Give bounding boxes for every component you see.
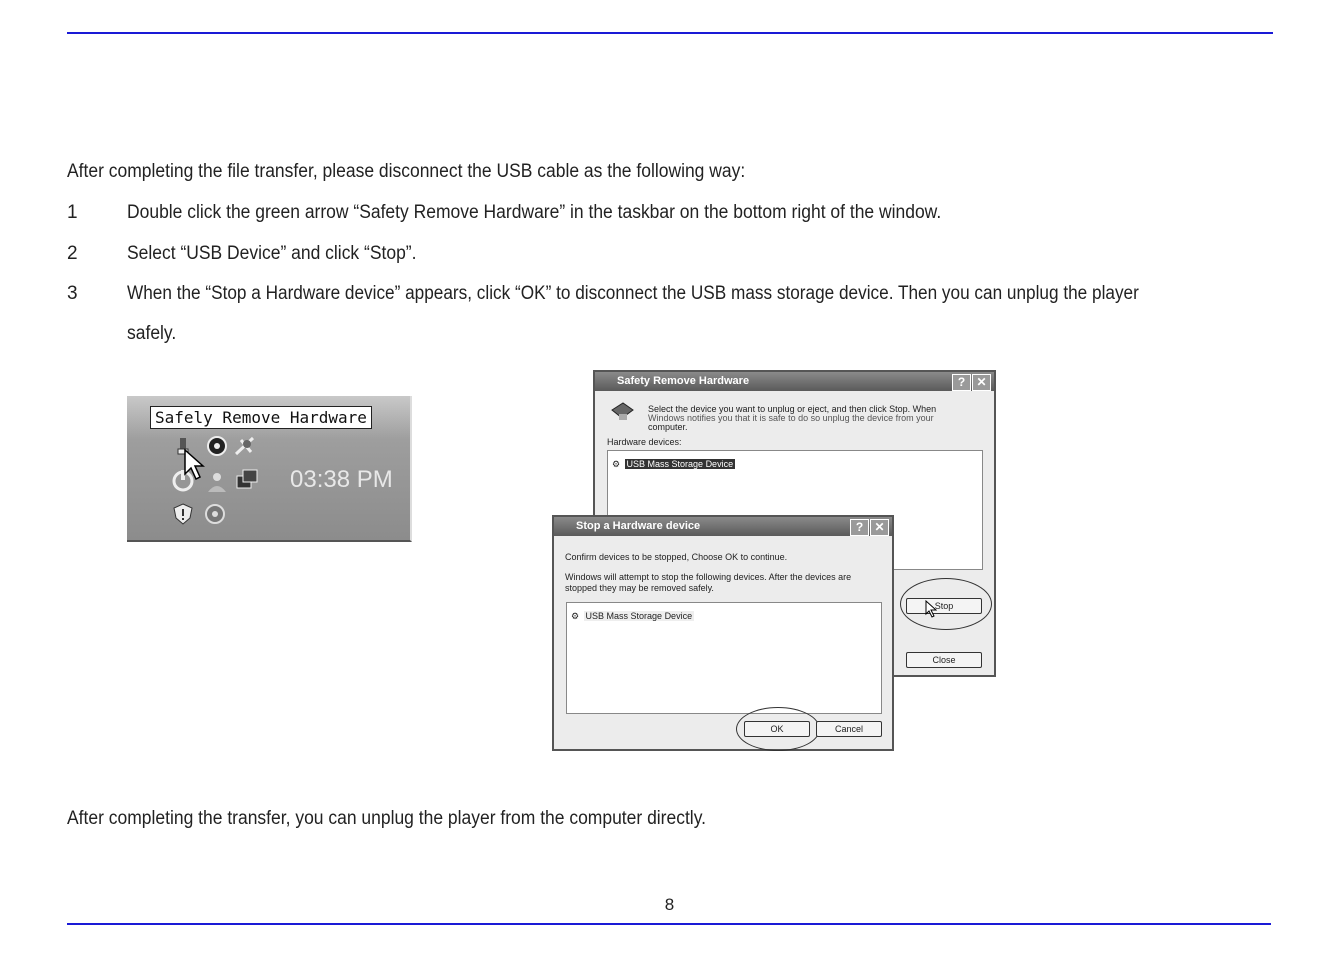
display-icon [235,468,259,492]
ok-button[interactable]: OK [744,721,810,737]
step-1-number: 1 [67,202,78,223]
usb-device-icon: ⚙ [612,459,621,469]
step-2-number: 2 [67,243,78,264]
devices-to-stop-list[interactable] [566,602,882,714]
tray-tooltip: Safely Remove Hardware [150,406,372,429]
device-label: USB Mass Storage Device [626,459,734,469]
tray-clock: 03:38 PM [290,466,393,493]
list-item[interactable] [612,454,735,469]
close-window-button[interactable]: ✕ [972,374,991,391]
remove-instructions-1: Select the device you want to unplug or eject, and then click Stop. When [648,404,937,414]
highlight-circle [900,578,992,630]
device-label: USB Mass Storage Device [585,611,693,621]
safely-remove-title: Safety Remove Hardware ? ✕ [595,372,994,391]
bottom-rule [67,923,1271,925]
close-button[interactable]: Close [906,652,982,668]
intro-text: After completing the file transfer, please disconnect the USB cable as the following way: [67,161,746,182]
mouse-cursor-icon [183,448,205,482]
hardware-icon [609,400,635,422]
help-button[interactable]: ? [850,519,869,536]
confirm-text: Confirm devices to be stopped, Choose OK to continue. [565,552,788,562]
hardware-devices-label: Hardware devices: [607,437,682,447]
step-3-number: 3 [67,283,78,304]
highlight-circle [736,707,820,751]
cancel-button[interactable]: Cancel [816,721,882,737]
page-number: 8 [664,895,675,914]
close-window-button[interactable]: ✕ [870,519,889,536]
info-text-1: Windows will attempt to stop the following devices. After the devices are [565,572,852,582]
stop-hardware-dialog [552,515,894,751]
speaker-icon [205,434,229,458]
outro-text: After completing the transfer, you can unplug the player from the computer directly. [67,808,706,829]
help-button[interactable]: ? [952,374,971,391]
step-3-continuation: safely. [127,323,177,344]
top-rule [67,32,1273,34]
step-2-text: Select “USB Device” and click “Stop”. [127,243,417,264]
list-item[interactable] [571,606,694,621]
pointer-icon [925,600,937,618]
media-icon [203,502,227,526]
stop-button[interactable]: Stop [906,598,982,614]
step-3-text: When the “Stop a Hardware device” appears, click “OK” to disconnect the USB mass storage device. Then you can unplug the player [127,283,1139,304]
shield-icon [171,502,195,526]
network-icon [233,434,257,458]
stop-hardware-title: Stop a Hardware device ? ✕ [554,517,892,536]
user-icon [205,470,229,494]
step-1-text: Double click the green arrow “Safety Remove Hardware” in the taskbar on the bottom right of the window. [127,202,942,223]
taskbar-screenshot [127,396,412,542]
usb-device-icon: ⚙ [571,611,580,621]
remove-instructions-2: Windows notifies you that it is safe to do so unplug the device from your [648,413,934,423]
remove-instructions-3: computer. [648,422,688,432]
info-text-2: stopped they may be removed safely. [565,583,714,593]
